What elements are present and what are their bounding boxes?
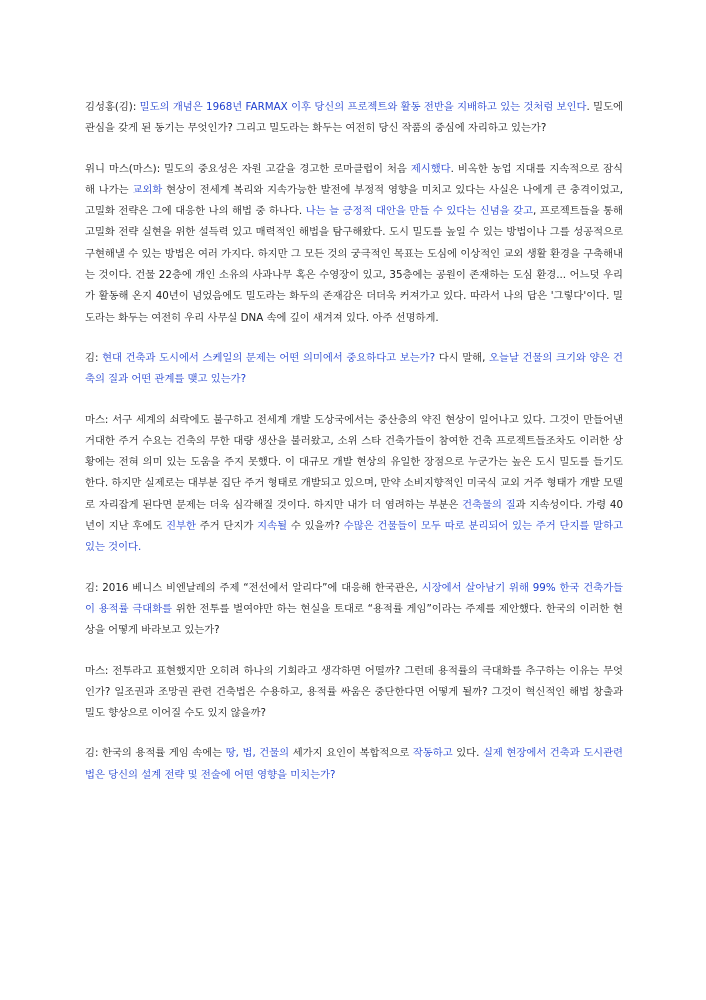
- document-body: [85, 97, 623, 805]
- text-segment: 마스: 전투라고 표현했지만 오히려 하나의 기회라고 생각하면 어떨까? 그런데 용적률의 극대화를 추구하는 이유는 무엇인가? 일조권과 조망권 관련 건축법은 수용하고, 용적률 싸움은 중단한다면 어떻게 될까? 그것이 혁신적인 해법 창출과 밀도 향상으로 이어질 수도 있지 않을까?: [85, 664, 623, 720]
- text-segment: . 비옥한 농업 지대를 지속적으로 잠식해 나가는: [85, 162, 623, 196]
- text-segment: 현상이 전세계 복리와 지속가능한 발전에 부정적 영향을 미치고 있다는 사실은 나에게 큰 충격이었고, 고밀화 전략은 그에 대응한 나의 해법 중 하나다.: [85, 183, 624, 218]
- text-segment: 과 지속성이다. 가령 40년이 지난 후에도: [85, 498, 624, 533]
- highlighted-text: 수많은 건물들이 모두 따로 분리되어 있는 주거 단지를 말하고 있는 것이다.: [85, 520, 624, 554]
- text-segment: 세가지 요인이 복합적으로: [289, 747, 413, 760]
- text-segment: 위니 마스(마스): 밀도의 중요성은 자원 고갈을 경고한 로마클럽이 처음: [85, 162, 411, 175]
- highlighted-text: 실제 현장에서 건축과 도시관련법은 당신의 설계 전략 및 전술에 어떤 영향을 미치는가?: [85, 747, 623, 781]
- paragraph: [85, 97, 623, 140]
- highlighted-text: 교외화: [132, 183, 163, 196]
- text-segment: 마스: 서구 세계의 쇠락에도 불구하고 전세계 개발 도상국에서는 중산층의 약진 현상이 일어나고 있다. 그것이 만들어낸 거대한 주거 수요는 건축의 무한 대량 생산을 불러왔고, 소위 스타 건축가들이 참여한 건축 프로젝트들조차도 이러한 상황에는 전혀 의미 있는 도움을 주지 못했다. 이 대규모 개발 현상의 유일한 장점으로 누군가는 높은 도시 밀도를 들기도 한다. 하지만 실제로는 대부분 집단 주거 형태로 개발되고 있으며, 만약 소비지향적인 미국식 교외 거주 형태가 개발 모델로 자리잡게 된다면 문제는 더욱 심각해질 것이다. 하지만 내가 더 염려하는 부분은: [85, 413, 623, 511]
- text-segment: . 밀도에 관심을 갖게 된 동기는 무엇인가? 그리고 밀도라는 화두는 여전히 당신 작품의 중심에 자리하고 있는가?: [85, 101, 623, 135]
- text-segment: , 프로젝트들을 통해 고밀화 전략 실현을 위한 설득력 있고 매력적인 해법을 탐구해왔다. 도시 밀도를 높일 수 있는 방법이나 그를 성공적으로 구현해낼 수 있는 방법은 여러 가지다. 하지만 그 모든 것의 궁극적인 목표는 도심에 이상적인 교외 생활 환경을 구축해내는 것이다. 건물 22층에 개인 소유의 사과나무 혹은 수영장이 있고, 35층에는 공원이 존재하는 도심 환경... 어느덧 우리가 활동해 온지 40년이 넘었음에도 밀도라는 화두의 존재감은 더더욱 커져가고 있다. 따라서 나의 답은 '그렇다'이다. 밀도라는 화두는 여전히 우리 사무실 DNA 속에 깊이 새겨져 있다. 아주 선명하게.: [85, 205, 623, 324]
- text-segment: 김:: [85, 351, 103, 364]
- highlighted-text: 제시했다: [410, 162, 451, 175]
- paragraph: [85, 578, 623, 642]
- text-segment: 위한 전투를 벌여야만 하는 현실을 토대로 “용적률 게임”이라는 주제를 제안했다. 한국의 이러한 현상을 어떻게 바라보고 있는가?: [85, 602, 623, 637]
- paragraph: [85, 661, 623, 725]
- highlighted-text: 시장에서 살아남기 위해 99% 한국 건축가들이 용적률 극대화를: [85, 581, 623, 615]
- text-segment: 김성홍(김):: [85, 101, 140, 113]
- highlighted-text: 밀도의 개념은 1968년 FARMAX 이후 당신의 프로젝트와 활동 전반을 지배하고 있는 것처럼 보인다: [139, 101, 587, 113]
- paragraph: [85, 159, 623, 329]
- paragraph: [85, 410, 623, 559]
- highlighted-text: 작동하고: [412, 747, 453, 760]
- text-segment: 있다.: [452, 747, 483, 760]
- highlighted-text: 건축물의 질: [462, 498, 516, 511]
- paragraph: [85, 743, 623, 786]
- highlighted-text: 나는 늘 긍정적 대안을 만들 수 있다는 신념을 갖고: [305, 205, 534, 218]
- text-segment: 수 있을까?: [287, 520, 344, 533]
- highlighted-text: 땅, 법, 건물의: [225, 747, 290, 760]
- highlighted-text: 현대 건축과 도시에서 스케일의 문제는 어떤 의미에서 중요하다고 보는가?: [102, 351, 436, 364]
- text-segment: 주거 단지가: [195, 520, 258, 533]
- text-segment: 김: 한국의 용적률 게임 속에는: [85, 747, 226, 760]
- highlighted-text: 오늘날 건물의 크기와 양은 건축의 질과 어떤 관계를 맺고 있는가?: [85, 351, 623, 386]
- paragraph: [85, 348, 623, 391]
- highlighted-text: 진부한: [166, 520, 196, 533]
- highlighted-text: 지속될: [257, 520, 288, 533]
- text-segment: 김: 2016 베니스 비엔날레의 주제 “전선에서 알리다”에 대응해 한국관은,: [85, 581, 422, 594]
- text-segment: 다시 말해,: [435, 351, 490, 364]
